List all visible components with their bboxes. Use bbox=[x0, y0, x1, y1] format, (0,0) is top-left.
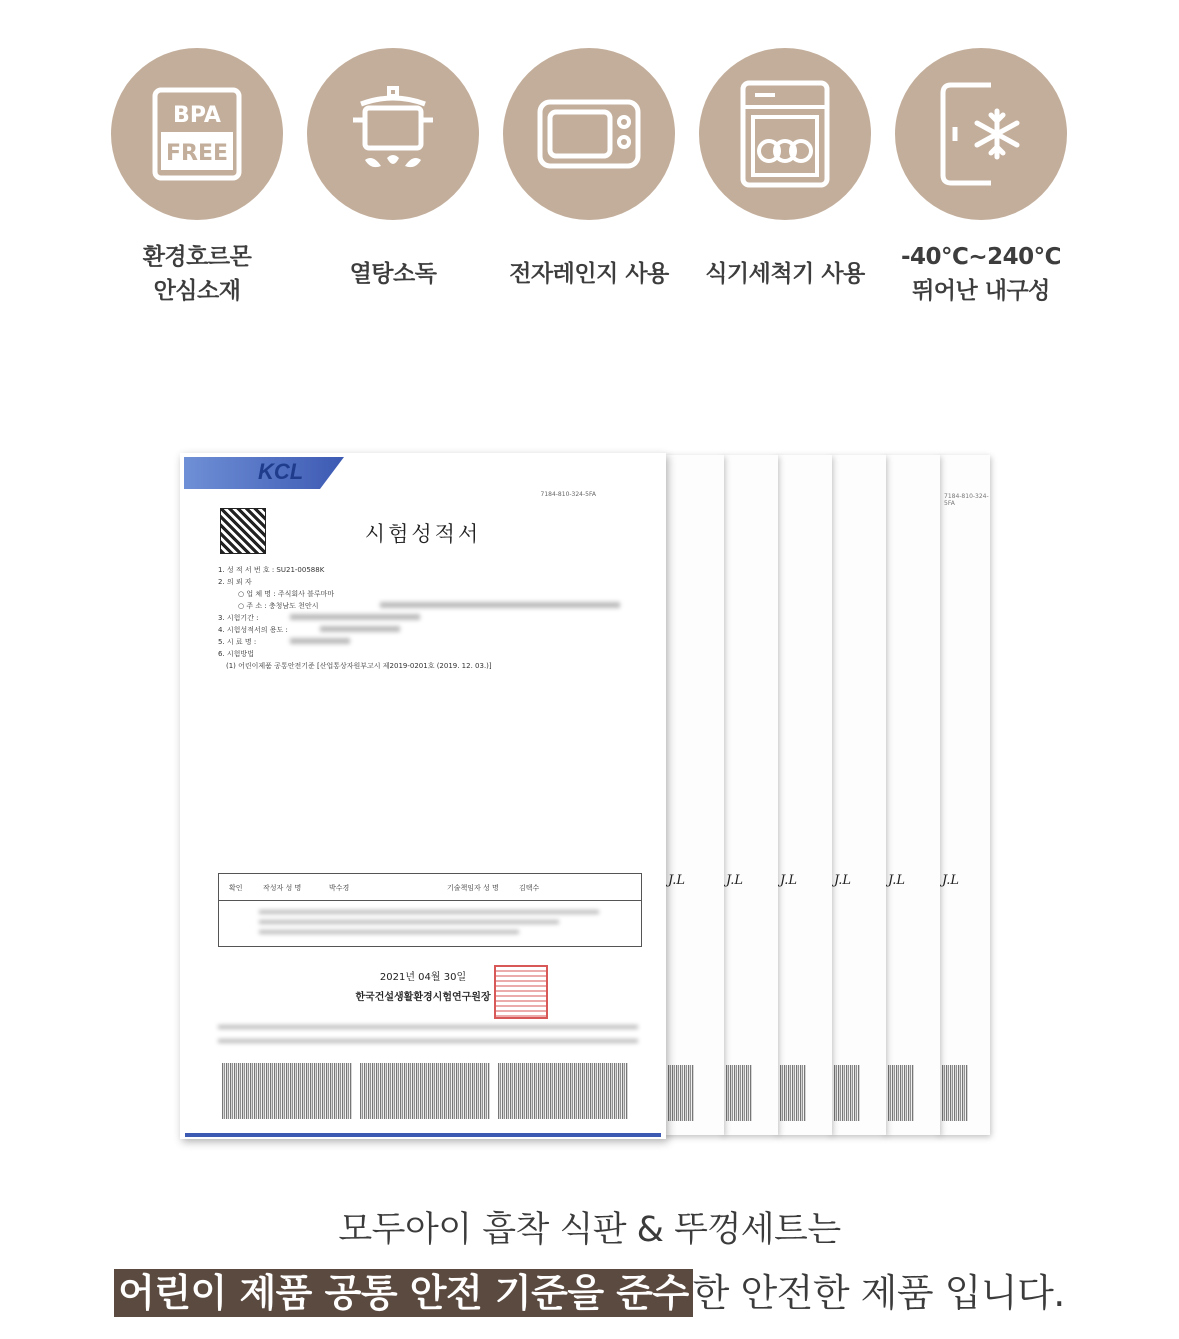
certificate-page-main bbox=[180, 453, 666, 1139]
page-number-text: 7184-810-324-5FA bbox=[944, 493, 989, 507]
sig-cell: 기술책임자 성 명 bbox=[447, 884, 499, 892]
cert-line: 6. 시험방법 bbox=[218, 650, 254, 658]
redacted-text bbox=[218, 1039, 638, 1043]
feature-label bbox=[690, 238, 880, 310]
signature: J.L bbox=[726, 873, 743, 888]
cert-line: (1) 어린이제품 공통안전기준 [산업통상자원부고시 제2019-0201호 (2019. 12. 03.)] bbox=[226, 662, 492, 670]
certificate-page-back bbox=[884, 455, 940, 1135]
caption-highlight: 어린이 제품 공통 안전 기준을 준수 bbox=[114, 1269, 693, 1317]
cert-line: ○ 주 소 : 충청남도 천안시 bbox=[238, 602, 319, 610]
certificate-date: 2021년 04월 30일 bbox=[379, 972, 467, 983]
footer-bar bbox=[185, 1133, 661, 1137]
cert-line: 5. 시 료 명 : bbox=[218, 638, 257, 646]
dishwasher-icon bbox=[735, 79, 835, 189]
certificate-page-back bbox=[938, 455, 990, 1135]
feature-label bbox=[886, 238, 1076, 310]
certificate-page-back bbox=[830, 455, 886, 1135]
feature-label-line: 전자레인지 사용 bbox=[509, 261, 669, 287]
cert-line: ○ 업 체 명 : 주식회사 블루마마 bbox=[238, 590, 335, 598]
steam-pot-icon bbox=[343, 84, 443, 184]
barcode bbox=[780, 1065, 806, 1121]
feature-microwave bbox=[494, 48, 684, 310]
barcode bbox=[942, 1065, 968, 1121]
certificate-page-back bbox=[664, 455, 724, 1135]
bpa-free-icon bbox=[147, 84, 247, 184]
feature-label bbox=[298, 238, 488, 310]
signature-table bbox=[218, 873, 642, 947]
feature-list bbox=[0, 48, 1179, 308]
caption-line-2 bbox=[0, 1262, 1179, 1317]
redacted-text bbox=[259, 910, 599, 914]
redacted-text bbox=[218, 1025, 638, 1029]
feature-label-line: -40℃~240℃ bbox=[900, 244, 1062, 270]
feature-label-line: 안심소재 bbox=[153, 278, 241, 304]
signature: J.L bbox=[834, 873, 851, 888]
certificate-org: 한국건설생활환경시험연구원장 bbox=[355, 992, 491, 1003]
barcode bbox=[360, 1063, 490, 1119]
barcode bbox=[668, 1065, 694, 1121]
redacted-text bbox=[380, 602, 620, 608]
feature-label-line: 환경호르몬 bbox=[142, 244, 252, 270]
sig-cell: 확인 bbox=[229, 884, 243, 892]
official-seal-icon bbox=[494, 965, 548, 1019]
redacted-text bbox=[290, 614, 420, 620]
redacted-text bbox=[259, 930, 519, 934]
sig-cell: 작성자 성 명 bbox=[263, 884, 302, 892]
barcode bbox=[888, 1065, 914, 1121]
feature-label-line: 뛰어난 내구성 bbox=[912, 278, 1050, 304]
feature-boil-sterilize bbox=[298, 48, 488, 310]
bpa-text: BPA bbox=[173, 103, 221, 128]
free-text: FREE bbox=[165, 141, 229, 166]
microwave-icon bbox=[534, 84, 644, 184]
barcode bbox=[726, 1065, 752, 1121]
certificate-page-back bbox=[776, 455, 832, 1135]
sig-cell: 박수경 bbox=[329, 884, 350, 892]
feature-circle bbox=[699, 48, 871, 220]
signature: J.L bbox=[780, 873, 797, 888]
feature-label bbox=[102, 238, 292, 310]
redacted-text bbox=[290, 638, 350, 644]
signature-row bbox=[219, 874, 641, 901]
feature-circle bbox=[895, 48, 1067, 220]
redacted-text bbox=[320, 626, 400, 632]
feature-label-line: 열탕소독 bbox=[349, 261, 437, 287]
cert-line: 4. 시험성적서의 용도 : bbox=[218, 626, 288, 634]
sig-cell: 김택수 bbox=[519, 884, 540, 892]
snowflake-icon bbox=[977, 111, 1017, 157]
freezer-icon bbox=[931, 79, 1031, 189]
feature-circle bbox=[503, 48, 675, 220]
cert-line: 2. 의 뢰 자 bbox=[218, 578, 252, 586]
feature-temperature bbox=[886, 48, 1076, 310]
doc-number: 7184-810-324-5FA bbox=[540, 491, 596, 498]
feature-bpa-free bbox=[102, 48, 292, 310]
signature: J.L bbox=[888, 873, 905, 888]
certificate-stack bbox=[180, 445, 1010, 1165]
signature: J.L bbox=[668, 873, 685, 888]
feature-label bbox=[494, 238, 684, 310]
cert-line: 3. 시험기간 : bbox=[218, 614, 259, 622]
barcode bbox=[498, 1063, 628, 1119]
caption-rest: 한 안전한 제품 입니다. bbox=[692, 1271, 1065, 1315]
cert-line: 1. 성 적 서 번 호 : SU21-00588K bbox=[218, 566, 325, 574]
barcode bbox=[834, 1065, 860, 1121]
feature-circle bbox=[111, 48, 283, 220]
kcl-logo: KCL bbox=[258, 459, 304, 484]
caption-line-1: 모두아이 흡착 식판 & 뚜껑세트는 bbox=[338, 1210, 841, 1250]
redacted-text bbox=[259, 920, 559, 924]
certificate-title: 시험성적서 bbox=[364, 522, 482, 546]
feature-circle bbox=[307, 48, 479, 220]
feature-dishwasher bbox=[690, 48, 880, 310]
signature: J.L bbox=[942, 873, 959, 888]
certificate-page-back bbox=[722, 455, 778, 1135]
barcode bbox=[222, 1063, 352, 1119]
feature-label-line: 식기세척기 사용 bbox=[705, 261, 865, 287]
